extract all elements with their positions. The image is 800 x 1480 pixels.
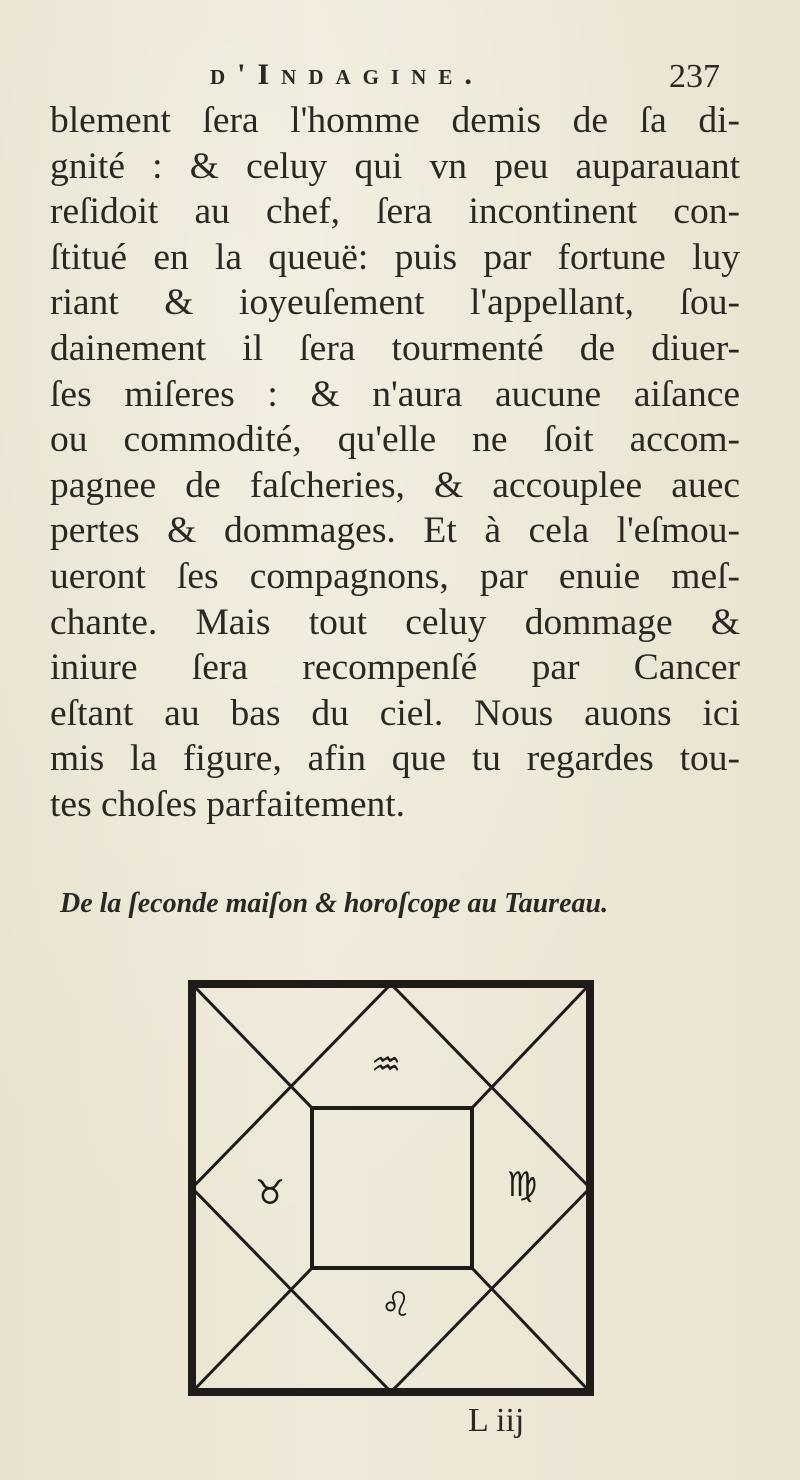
leo-icon: ♌ — [380, 1285, 412, 1325]
aquarius-icon: ♒ — [370, 1045, 402, 1085]
signature-mark: L iij — [468, 1402, 525, 1439]
page-header — [210, 58, 730, 98]
horoscope-chart — [186, 978, 596, 1398]
text-line: ou commodité, qu'elle ne ſoit accom- — [50, 419, 740, 461]
text-line: pertes & dommages. Et à cela l'eſmou- — [50, 510, 740, 552]
text-line: iniure ſera recompenſé par Cancer — [50, 647, 740, 689]
section-title: De la ſeconde maiſon & horoſcope au Taureau. — [60, 888, 609, 919]
diagonal-line — [472, 984, 590, 1108]
text-line: ſes miſeres : & n'aura aucune aiſance — [50, 373, 740, 415]
diagonal-line — [472, 1268, 590, 1392]
diagonal-line — [192, 1268, 312, 1392]
body-text — [50, 98, 740, 828]
diagonal-line — [192, 984, 312, 1108]
text-line: dainement il ſera tourmenté de diuer- — [50, 327, 740, 369]
inner-square — [312, 1108, 472, 1268]
virgo-icon: ♍ — [506, 1165, 538, 1205]
text-line: pagnee de faſcheries, & accouplee auec — [50, 464, 740, 506]
text-line: reſidoit au chef, ſera incontinent con- — [50, 191, 740, 233]
running-title: d'Indagine. — [210, 58, 484, 91]
text-line: tes choſes parfaitement. — [50, 783, 406, 825]
taurus-icon: ♉ — [254, 1173, 286, 1213]
text-line: blement ſera l'homme demis de ſa di- — [50, 100, 740, 141]
page-number: 237 — [669, 58, 720, 95]
text-line: ueront ſes compagnons, par enuie meſ- — [50, 555, 740, 597]
text-line: ſtitué en la queuë: puis par fortune luy — [50, 236, 740, 278]
text-line: riant & ioyeuſement l'appellant, ſou- — [50, 282, 740, 324]
text-line: chante. Mais tout celuy dommage & — [50, 601, 740, 643]
text-line: eſtant au bas du ciel. Nous auons ici — [50, 692, 740, 734]
horoscope-diagram — [186, 978, 596, 1398]
text-line: gnité : & celuy qui vn peu auparauant — [50, 145, 740, 187]
text-line: mis la figure, afin que tu regardes tou- — [50, 738, 740, 780]
